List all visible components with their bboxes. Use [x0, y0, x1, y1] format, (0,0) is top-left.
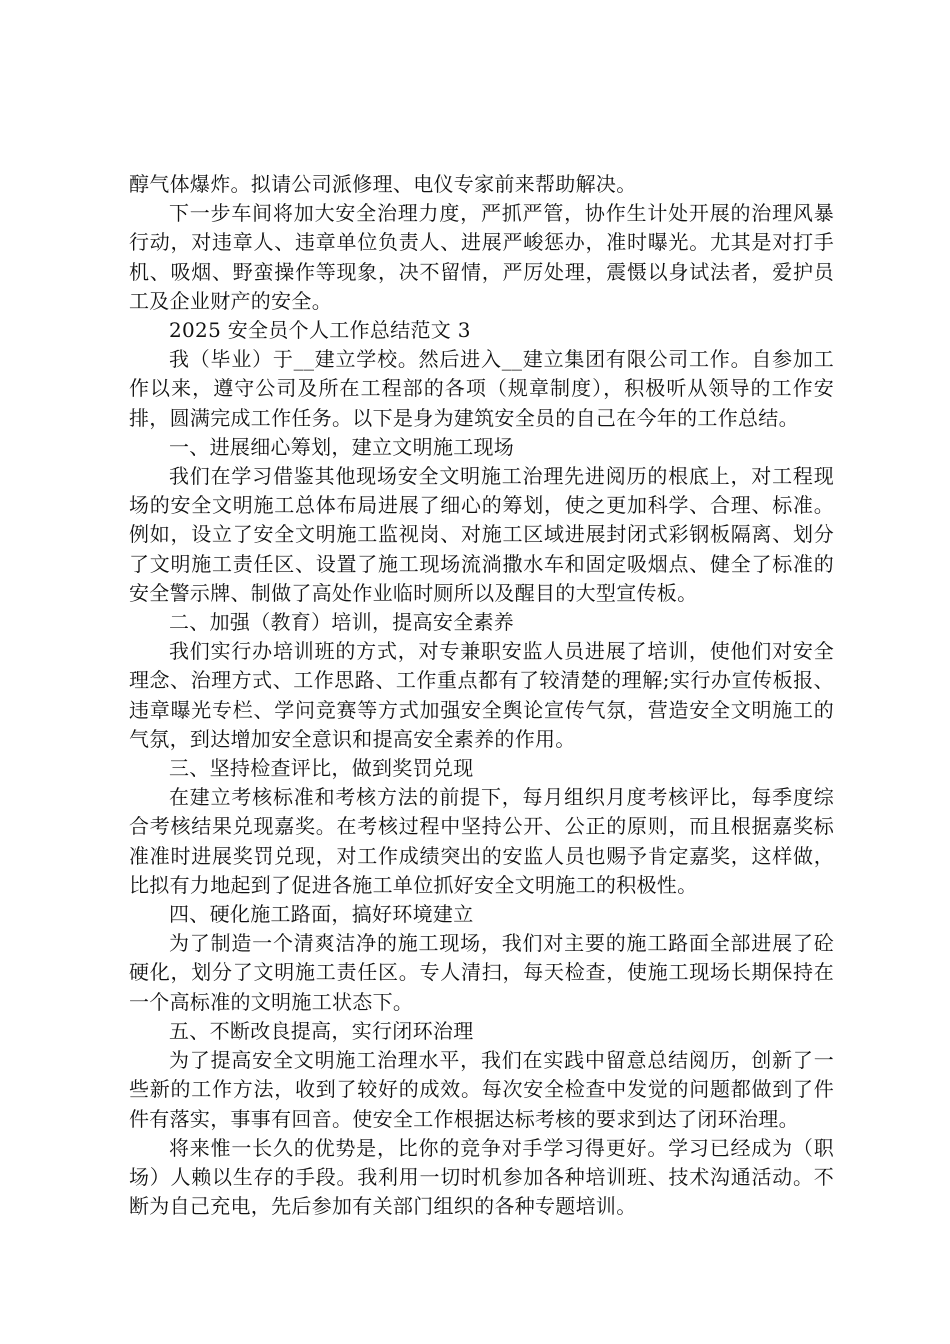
paragraph-intro: 我（毕业）于__建立学校。然后进入__建立集团有限公司工作。自参加工作以来，遵守公司及所在工程部的各项（规章制度），积极听从领导的工作安排，圆满完成工作任务。以下是身为建筑安全员的自己在今年的工作总结。 — [129, 347, 834, 430]
paragraph-two: 我们实行办培训班的方式，对专兼职安监人员进展了培训，使他们对安全理念、治理方式、工作思路、工作重点都有了较清楚的理解;实行办宣传板报、违章曝光专栏、学问竞赛等方式加强安全舆论宣传气氛，营造安全文明施工的气氛，到达增加安全意识和提高安全素养的作用。 — [129, 639, 834, 751]
heading-five: 五、不断改良提高，实行闭环治理 — [169, 1018, 474, 1043]
paragraph-learning: 将来惟一长久的优势是，比你的竞争对手学习得更好。学习已经成为（职场）人赖以生存的手段。我利用一切时机参加各种培训班、技术沟通活动。不断为自己充电，先后参加有关部门组织的各种专题培训。 — [129, 1135, 834, 1219]
heading-one: 一、进展细心筹划，建立文明施工现场 — [169, 434, 515, 459]
heading-four: 四、硬化施工路面，搞好环境建立 — [169, 902, 474, 927]
paragraph-continuation: 醇气体爆炸。拟请公司派修理、电仪专家前来帮助解决。 — [129, 172, 637, 196]
paragraph-one: 我们在学习借鉴其他现场安全文明施工治理先进阅历的根底上，对工程现场的安全文明施工总体布局进展了细心的筹划，使之更加科学、合理、标准。例如，设立了安全文明施工监视岗、对施工区域进展封闭式彩钢板隔离、划分了文明施工责任区、设置了施工现场流淌撒水车和固定吸烟点、健全了标准的安全警示牌、制做了高处作业临时厕所以及醒目的大型宣传板。 — [129, 464, 834, 605]
heading-two: 二、加强（教育）培训，提高安全素养 — [169, 610, 515, 635]
paragraph-three: 在建立考核标准和考核方法的前提下，每月组织月度考核评比，每季度综合考核结果兑现嘉奖。在考核过程中坚持公开、公正的原则，而且根据嘉奖标准准时进展奖罚兑现，对工作成绩突出的安监人员也赐予肯定嘉奖，这样做，比拟有力地起到了促进各施工单位抓好安全文明施工的积极性。 — [129, 785, 834, 897]
paragraph-next-steps: 下一步车间将加大安全治理力度，严抓严管，协作生计处开展的治理风暴行动，对违章人、违章单位负责人、进展严峻惩办，准时曝光。尤其是对打手机、吸烟、野蛮操作等现象，决不留情，严厉处理，震慑以身试法者，爱护员工及企业财产的安全。 — [129, 201, 834, 313]
heading-three: 三、坚持检查评比，做到奖罚兑现 — [169, 756, 474, 781]
paragraph-four: 为了制造一个清爽洁净的施工现场，我们对主要的施工路面全部进展了砼硬化，划分了文明施工责任区。专人清扫，每天检查，使施工现场长期保持在一个高标准的文明施工状态下。 — [129, 931, 834, 1014]
paragraph-five: 为了提高安全文明施工治理水平，我们在实践中留意总结阅历，创新了一些新的工作方法，收到了较好的成效。每次安全检查中发觉的问题都做到了件件有落实，事事有回音。使安全工作根据达标考核的要求到达了闭环治理。 — [129, 1048, 834, 1131]
document-body — [129, 170, 834, 1221]
section-title: 2025 安全员个人工作总结范文 3 — [169, 318, 471, 343]
